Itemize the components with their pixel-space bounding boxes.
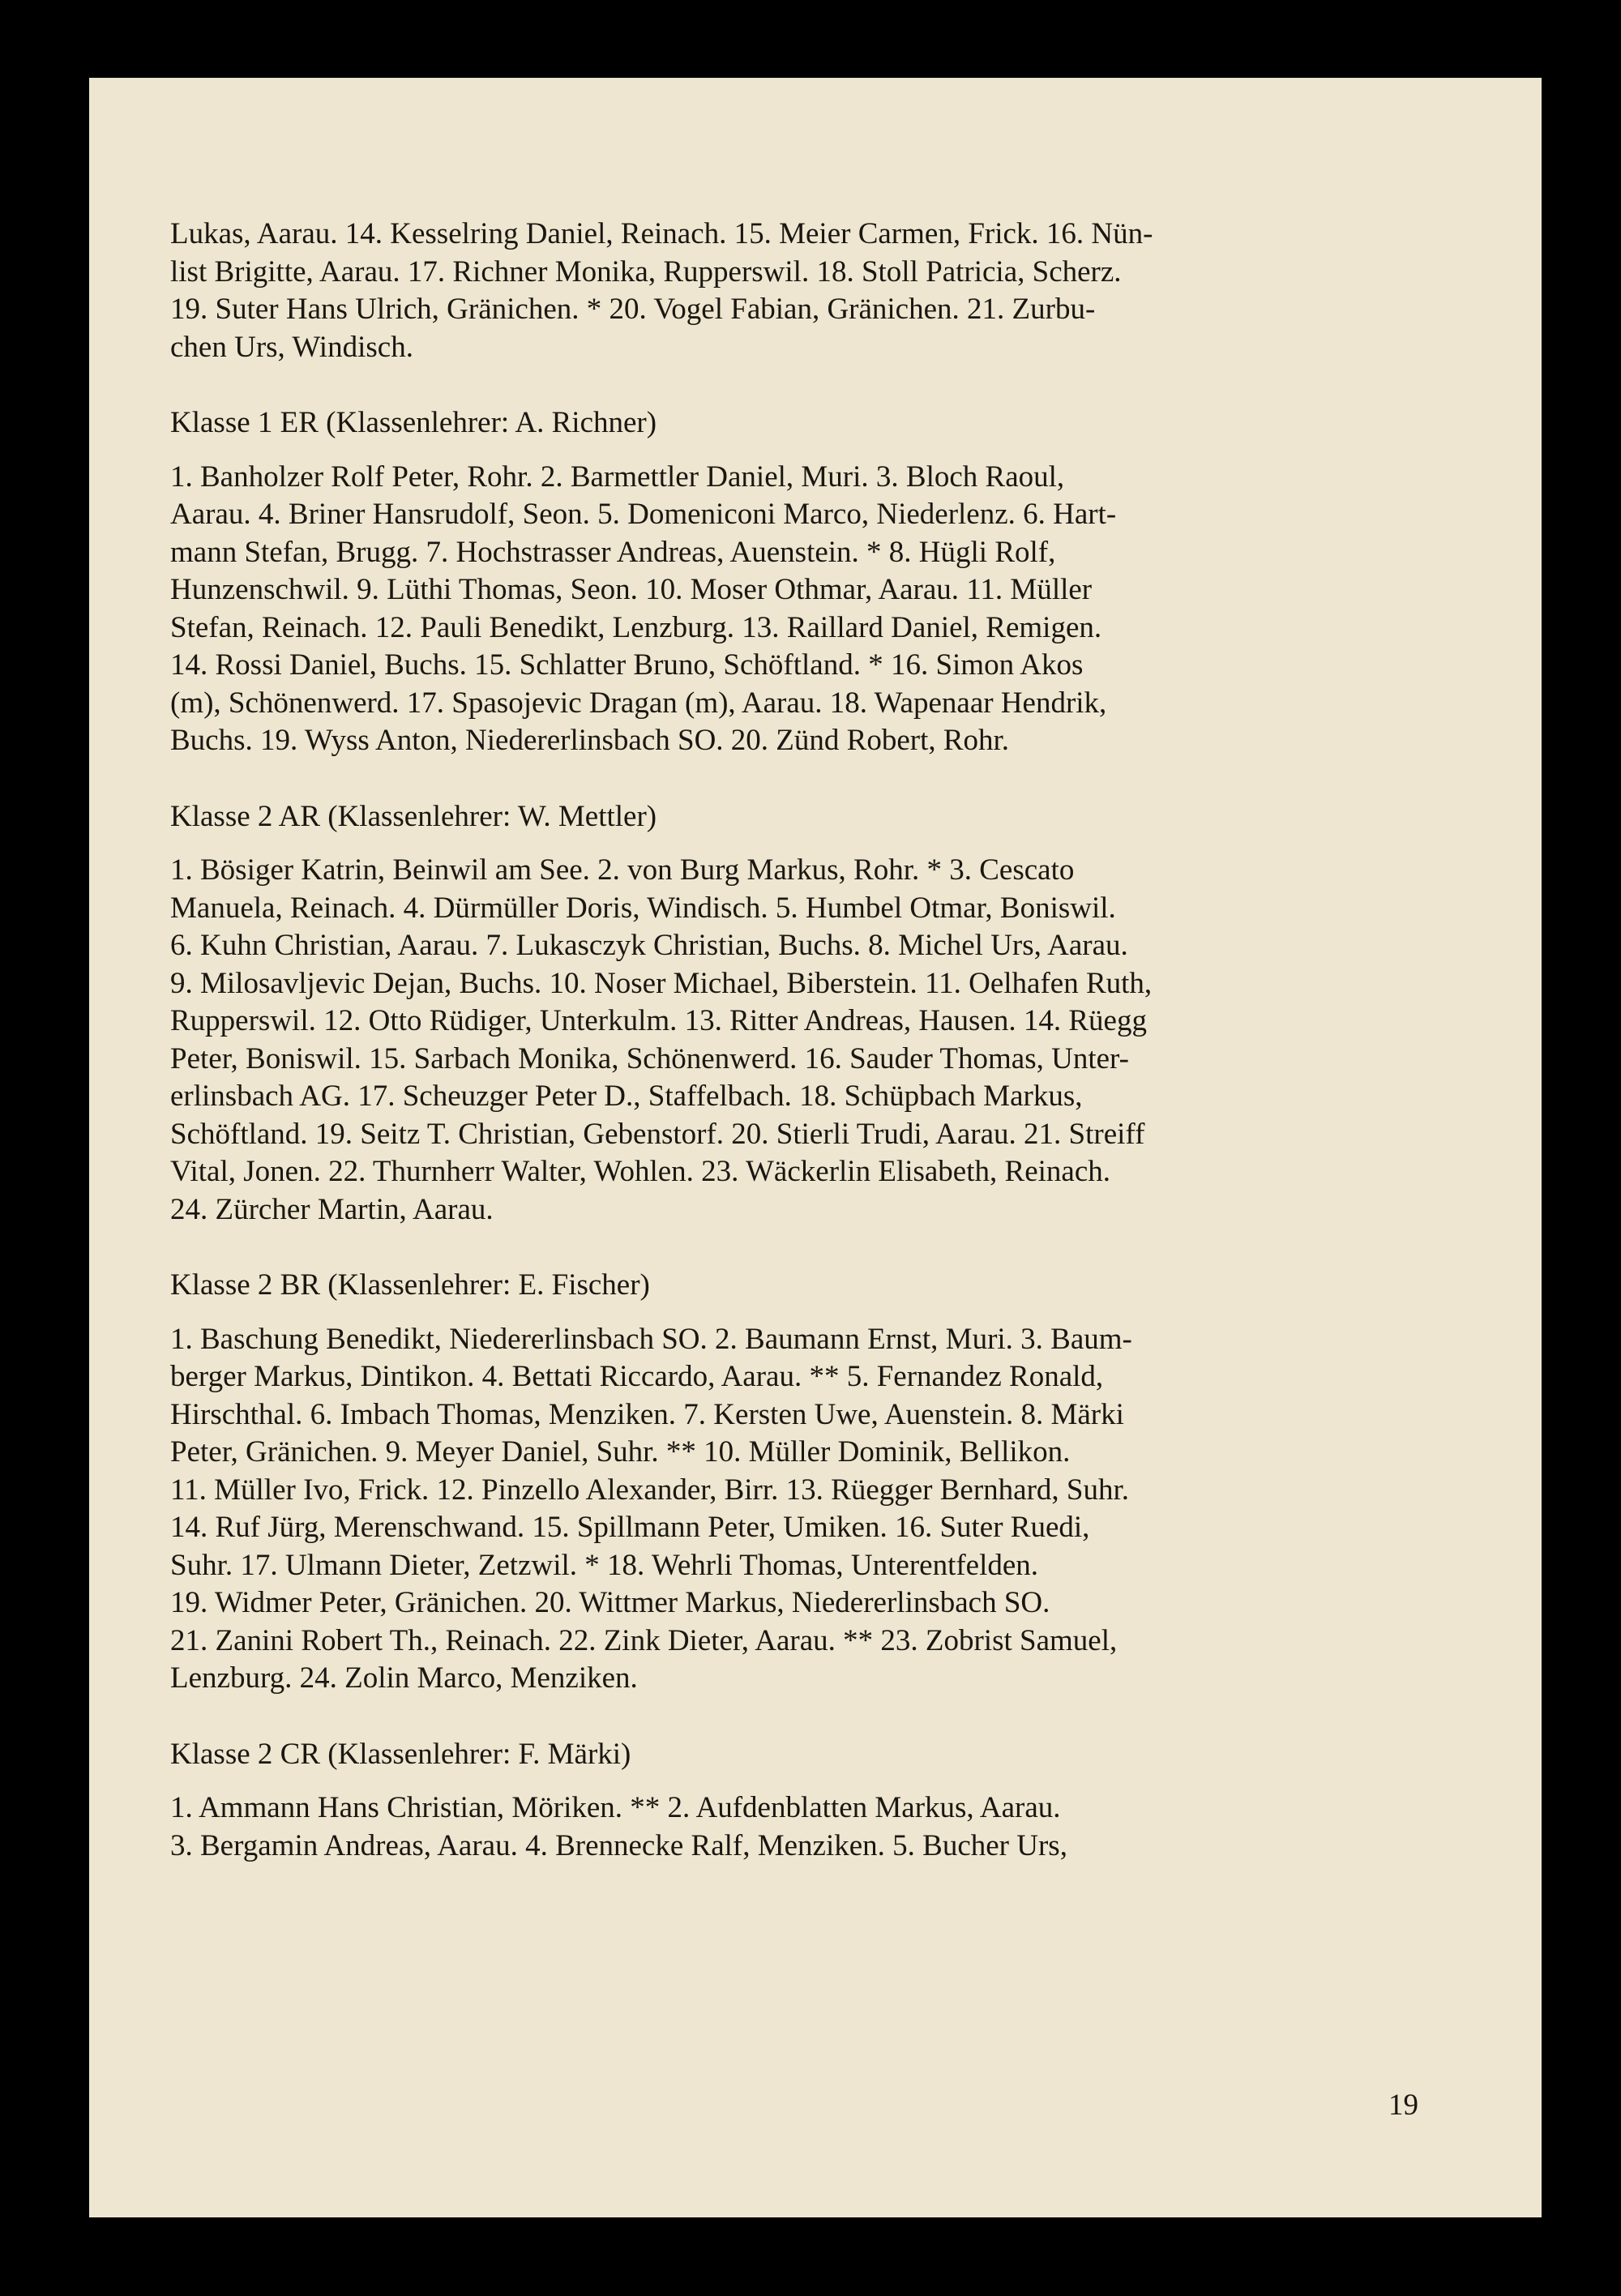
text-line: 11. Müller Ivo, Frick. 12. Pinzello Alexander, Birr. 13. Rüegger Bernhard, Suhr. — [170, 1473, 1130, 1507]
text-line: Stefan, Reinach. 12. Pauli Benedikt, Lenzburg. 13. Raillard Daniel, Remigen. — [170, 610, 1102, 644]
page-body — [170, 216, 1435, 1865]
text-line: 3. Bergamin Andreas, Aarau. 4. Brennecke Ralf, Menziken. 5. Bucher Urs, — [170, 1828, 1067, 1862]
text-line: 24. Zürcher Martin, Aarau. — [170, 1192, 494, 1226]
class-heading-1er: Klasse 1 ER (Klassenlehrer: A. Richner) — [170, 406, 657, 439]
class-list-2cr — [170, 1789, 1435, 1865]
text-line: Schöftland. 19. Seitz T. Christian, Gebenstorf. 20. Stierli Trudi, Aarau. 21. Streiff — [170, 1117, 1145, 1151]
text-line: Lukas, Aarau. 14. Kesselring Daniel, Reinach. 15. Meier Carmen, Frick. 16. Nün- — [170, 217, 1153, 250]
text-line: Vital, Jonen. 22. Thurnherr Walter, Wohlen. 23. Wäckerlin Elisabeth, Reinach. — [170, 1155, 1110, 1188]
text-line: 1. Ammann Hans Christian, Möriken. ** 2. Aufdenblatten Markus, Aarau. — [170, 1791, 1061, 1824]
text-line: chen Urs, Windisch. — [170, 330, 413, 364]
text-line: 14. Rossi Daniel, Buchs. 15. Schlatter Bruno, Schöftland. * 16. Simon Akos — [170, 648, 1084, 682]
class-heading-2br: Klasse 2 BR (Klassenlehrer: E. Fischer) — [170, 1268, 650, 1302]
text-line: Peter, Boniswil. 15. Sarbach Monika, Schönenwerd. 16. Sauder Thomas, Unter- — [170, 1041, 1129, 1075]
text-line: 19. Widmer Peter, Gränichen. 20. Wittmer Markus, Niedererlinsbach SO. — [170, 1586, 1050, 1619]
text-line: Suhr. 17. Ulmann Dieter, Zetzwil. * 18. Wehrli Thomas, Unterentfelden. — [170, 1548, 1039, 1582]
text-line: Rupperswil. 12. Otto Rüdiger, Unterkulm. 13. Ritter Andreas, Hausen. 14. Rüegg — [170, 1004, 1147, 1037]
text-line: Manuela, Reinach. 4. Dürmüller Doris, Windisch. 5. Humbel Otmar, Boniswil. — [170, 891, 1116, 925]
continuation-paragraph — [170, 216, 1435, 366]
text-line: 1. Bösiger Katrin, Beinwil am See. 2. von Burg Markus, Rohr. * 3. Cescato — [170, 853, 1075, 887]
text-line: Aarau. 4. Briner Hansrudolf, Seon. 5. Domeniconi Marco, Niederlenz. 6. Hart- — [170, 498, 1117, 531]
text-line: mann Stefan, Brugg. 7. Hochstrasser Andreas, Auenstein. * 8. Hügli Rolf, — [170, 535, 1056, 569]
text-line: 21. Zanini Robert Th., Reinach. 22. Zink Dieter, Aarau. ** 23. Zobrist Samuel, — [170, 1623, 1118, 1657]
class-list-2br — [170, 1321, 1435, 1698]
text-line: 6. Kuhn Christian, Aarau. 7. Lukasczyk Christian, Buchs. 8. Michel Urs, Aarau. — [170, 929, 1128, 962]
text-line: 1. Banholzer Rolf Peter, Rohr. 2. Barmettler Daniel, Muri. 3. Bloch Raoul, — [170, 460, 1065, 494]
text-line: berger Markus, Dintikon. 4. Bettati Riccardo, Aarau. ** 5. Fernandez Ronald, — [170, 1360, 1104, 1393]
text-line: 9. Milosavljevic Dejan, Buchs. 10. Noser Michael, Biberstein. 11. Oelhafen Ruth, — [170, 966, 1153, 1000]
text-line: Lenzburg. 24. Zolin Marco, Menziken. — [170, 1661, 638, 1695]
text-line: Peter, Gränichen. 9. Meyer Daniel, Suhr. ** 10. Müller Dominik, Bellikon. — [170, 1435, 1071, 1469]
text-line: erlinsbach AG. 17. Scheuzger Peter D., Staffelbach. 18. Schüpbach Markus, — [170, 1080, 1083, 1113]
text-line: Hirschthal. 6. Imbach Thomas, Menziken. 7. Kersten Uwe, Auenstein. 8. Märki — [170, 1397, 1124, 1431]
text-line: 14. Ruf Jürg, Merenschwand. 15. Spillmann Peter, Umiken. 16. Suter Ruedi, — [170, 1511, 1090, 1544]
class-list-1er — [170, 459, 1435, 760]
text-line: (m), Schönenwerd. 17. Spasojevic Dragan (m), Aarau. 18. Wapenaar Hendrik, — [170, 686, 1107, 720]
class-heading-2cr: Klasse 2 CR (Klassenlehrer: F. Märki) — [170, 1737, 631, 1771]
class-list-2ar — [170, 852, 1435, 1229]
page-number: 19 — [1388, 2089, 1418, 2122]
class-heading-2ar: Klasse 2 AR (Klassenlehrer: W. Mettler) — [170, 799, 657, 833]
text-line: Buchs. 19. Wyss Anton, Niedererlinsbach SO. 20. Zünd Robert, Rohr. — [170, 724, 1010, 757]
document-page — [89, 78, 1542, 2217]
text-line: 1. Baschung Benedikt, Niedererlinsbach SO. 2. Baumann Ernst, Muri. 3. Baum- — [170, 1322, 1132, 1356]
text-line: list Brigitte, Aarau. 17. Richner Monika, Rupperswil. 18. Stoll Patricia, Scherz. — [170, 254, 1122, 289]
text-line: 19. Suter Hans Ulrich, Gränichen. * 20. Vogel Fabian, Gränichen. 21. Zurbu- — [170, 293, 1096, 326]
text-line: Hunzenschwil. 9. Lüthi Thomas, Seon. 10. Moser Othmar, Aarau. 11. Müller — [170, 573, 1093, 606]
